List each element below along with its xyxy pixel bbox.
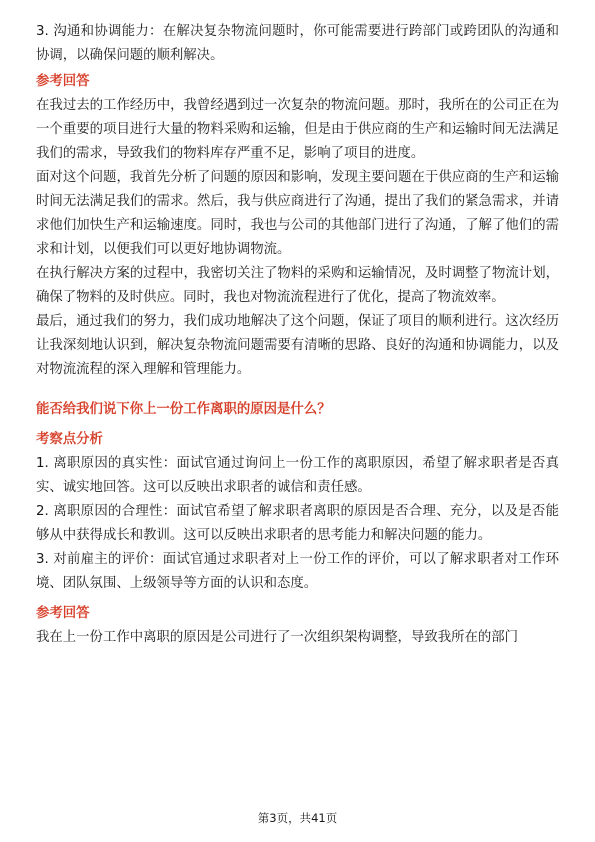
answer-paragraph: 在执行解决方案的过程中，我密切关注了物料的采购和运输情况，及时调整了物流计划，确保了物料的及时供应。同时，我也对物流流程进行了优化，提高了物流效率。: [36, 266, 559, 305]
answer-paragraph: 在我过去的工作经历中，我曾经遇到过一次复杂的物流问题。那时，我所在的公司正在为一个重要的项目进行大量的物料采购和运输，但是由于供应商的生产和运输时间无法满足我们的需求，导致我们的物料库存严重不足，影响了项目的进度。: [36, 98, 559, 161]
intro-item-3: 3. 沟通和协调能力：在解决复杂物流问题时，你可能需要进行跨部门或跨团队的沟通和协调，以确保问题的顺利解决。: [36, 24, 559, 63]
analysis-item: 2. 离职原因的合理性：面试官希望了解求职者离职的原因是否合理、充分，以及是否能够从中获得成长和教训。这可以反映出求职者的思考能力和解决问题的能力。: [36, 504, 559, 543]
reference-answer-heading-2: 参考回答: [36, 606, 90, 621]
page-number-footer: 第3页，共41页: [257, 811, 338, 825]
analysis-item: 1. 离职原因的真实性：面试官通过询问上一份工作的离职原因，希望了解求职者是否真实、诚实地回答。这可以反映出求职者的诚信和责任感。: [36, 456, 559, 495]
answer-paragraph: 最后，通过我们的努力，我们成功地解决了这个问题，保证了项目的顺利进行。这次经历让我深刻地认识到，解决复杂物流问题需要有清晰的思路、良好的沟通和协调能力，以及对物流流程的深入理解和管理能力。: [36, 314, 559, 377]
reference-answer-heading: 参考回答: [36, 74, 90, 89]
question-heading: 能否给我们说下你上一份工作离职的原因是什么？: [36, 402, 331, 417]
analysis-item: 3. 对前雇主的评价：面试官通过求职者对上一份工作的评价，可以了解求职者对工作环境、团队氛围、上级领导等方面的认识和态度。: [36, 552, 559, 591]
analysis-heading: 考察点分析: [36, 432, 103, 447]
document-page: [36, 20, 559, 650]
answer-paragraph: 面对这个问题，我首先分析了问题的原因和影响，发现主要问题在于供应商的生产和运输时间无法满足我们的需求。然后，我与供应商进行了沟通，提出了我们的紧急需求，并请求他们加快生产和运输速度。同时，我也与公司的其他部门进行了沟通，了解了他们的需求和计划，以便我们可以更好地协调物流。: [36, 170, 559, 257]
answer-paragraph-2: 我在上一份工作中离职的原因是公司进行了一次组织架构调整，导致我所在的部门: [36, 630, 519, 645]
